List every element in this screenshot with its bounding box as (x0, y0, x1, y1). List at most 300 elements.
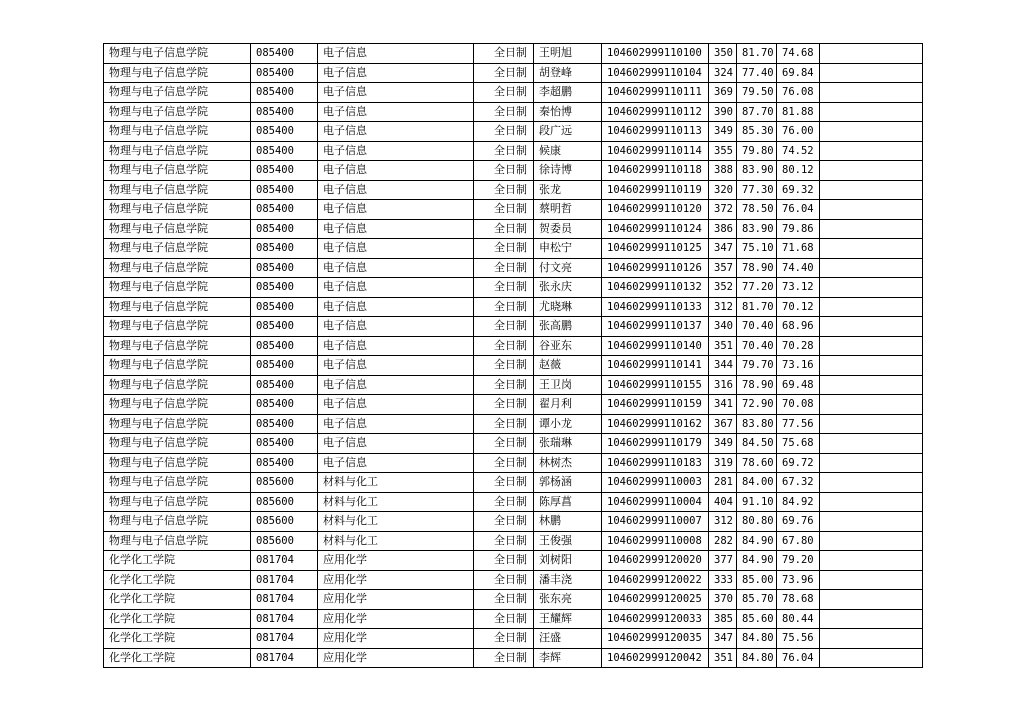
student-name-cell: 王俊强 (534, 531, 602, 551)
major-name-cell: 电子信息 (318, 239, 474, 259)
total-score-cell: 80.44 (777, 609, 820, 629)
remarks-cell (820, 336, 923, 356)
student-name-cell: 张龙 (534, 180, 602, 200)
remarks-cell (820, 395, 923, 415)
remarks-cell (820, 492, 923, 512)
retest-score-cell: 84.80 (737, 629, 777, 649)
table-row (104, 570, 923, 590)
student-name-cell: 郭杨涵 (534, 473, 602, 493)
major-code-cell: 085600 (251, 512, 318, 532)
retest-score-cell: 77.30 (737, 180, 777, 200)
exam-id-cell: 104602999110111 (602, 83, 709, 103)
student-name-cell: 林鹏 (534, 512, 602, 532)
student-name-cell: 林树杰 (534, 453, 602, 473)
study-mode-cell: 全日制 (474, 63, 534, 83)
total-score-cell: 70.12 (777, 297, 820, 317)
retest-score-cell: 78.60 (737, 453, 777, 473)
total-score-cell: 73.16 (777, 356, 820, 376)
major-name-cell: 材料与化工 (318, 492, 474, 512)
total-score-cell: 76.08 (777, 83, 820, 103)
exam-id-cell: 104602999110003 (602, 473, 709, 493)
major-name-cell: 电子信息 (318, 258, 474, 278)
major-code-cell: 081704 (251, 570, 318, 590)
total-score-cell: 73.12 (777, 278, 820, 298)
initial-score-cell: 340 (709, 317, 737, 337)
major-code-cell: 085400 (251, 180, 318, 200)
retest-score-cell: 85.60 (737, 609, 777, 629)
exam-id-cell: 104602999110162 (602, 414, 709, 434)
remarks-cell (820, 551, 923, 571)
initial-score-cell: 369 (709, 83, 737, 103)
initial-score-cell: 355 (709, 141, 737, 161)
initial-score-cell: 390 (709, 102, 737, 122)
major-name-cell: 电子信息 (318, 102, 474, 122)
student-name-cell: 张高鹏 (534, 317, 602, 337)
remarks-cell (820, 473, 923, 493)
initial-score-cell: 370 (709, 590, 737, 610)
table-row (104, 44, 923, 64)
remarks-cell (820, 219, 923, 239)
exam-id-cell: 104602999110119 (602, 180, 709, 200)
study-mode-cell: 全日制 (474, 239, 534, 259)
student-name-cell: 蔡明哲 (534, 200, 602, 220)
study-mode-cell: 全日制 (474, 180, 534, 200)
retest-score-cell: 79.80 (737, 141, 777, 161)
retest-score-cell: 85.30 (737, 122, 777, 142)
initial-score-cell: 312 (709, 512, 737, 532)
study-mode-cell: 全日制 (474, 414, 534, 434)
study-mode-cell: 全日制 (474, 551, 534, 571)
major-name-cell: 电子信息 (318, 83, 474, 103)
study-mode-cell: 全日制 (474, 317, 534, 337)
major-name-cell: 电子信息 (318, 63, 474, 83)
retest-score-cell: 75.10 (737, 239, 777, 259)
retest-score-cell: 84.80 (737, 648, 777, 668)
retest-score-cell: 84.50 (737, 434, 777, 454)
retest-score-cell: 78.50 (737, 200, 777, 220)
major-code-cell: 085400 (251, 44, 318, 64)
table-row (104, 200, 923, 220)
retest-score-cell: 81.70 (737, 297, 777, 317)
initial-score-cell: 282 (709, 531, 737, 551)
remarks-cell (820, 161, 923, 181)
exam-id-cell: 104602999110155 (602, 375, 709, 395)
student-name-cell: 王耀辉 (534, 609, 602, 629)
student-name-cell: 翟月利 (534, 395, 602, 415)
remarks-cell (820, 102, 923, 122)
college-cell: 物理与电子信息学院 (104, 219, 251, 239)
table-row (104, 434, 923, 454)
initial-score-cell: 344 (709, 356, 737, 376)
retest-score-cell: 79.50 (737, 83, 777, 103)
exam-id-cell: 104602999120035 (602, 629, 709, 649)
study-mode-cell: 全日制 (474, 453, 534, 473)
college-cell: 物理与电子信息学院 (104, 83, 251, 103)
college-cell: 物理与电子信息学院 (104, 336, 251, 356)
remarks-cell (820, 570, 923, 590)
student-name-cell: 谭小龙 (534, 414, 602, 434)
major-code-cell: 081704 (251, 609, 318, 629)
initial-score-cell: 320 (709, 180, 737, 200)
exam-id-cell: 104602999110132 (602, 278, 709, 298)
major-code-cell: 085400 (251, 219, 318, 239)
major-name-cell: 电子信息 (318, 122, 474, 142)
major-name-cell: 电子信息 (318, 219, 474, 239)
initial-score-cell: 372 (709, 200, 737, 220)
table-row (104, 492, 923, 512)
college-cell: 物理与电子信息学院 (104, 492, 251, 512)
college-cell: 物理与电子信息学院 (104, 356, 251, 376)
major-code-cell: 085400 (251, 336, 318, 356)
total-score-cell: 71.68 (777, 239, 820, 259)
total-score-cell: 67.80 (777, 531, 820, 551)
exam-id-cell: 104602999110112 (602, 102, 709, 122)
remarks-cell (820, 258, 923, 278)
exam-id-cell: 104602999110124 (602, 219, 709, 239)
student-name-cell: 胡登峰 (534, 63, 602, 83)
college-cell: 物理与电子信息学院 (104, 473, 251, 493)
total-score-cell: 76.04 (777, 648, 820, 668)
student-name-cell: 张东亮 (534, 590, 602, 610)
major-name-cell: 材料与化工 (318, 512, 474, 532)
total-score-cell: 76.00 (777, 122, 820, 142)
retest-score-cell: 83.90 (737, 161, 777, 181)
table-row (104, 473, 923, 493)
college-cell: 物理与电子信息学院 (104, 531, 251, 551)
study-mode-cell: 全日制 (474, 161, 534, 181)
major-code-cell: 085400 (251, 122, 318, 142)
major-code-cell: 085400 (251, 414, 318, 434)
initial-score-cell: 316 (709, 375, 737, 395)
table-row (104, 336, 923, 356)
table-row (104, 63, 923, 83)
initial-score-cell: 341 (709, 395, 737, 415)
study-mode-cell: 全日制 (474, 122, 534, 142)
study-mode-cell: 全日制 (474, 570, 534, 590)
major-name-cell: 应用化学 (318, 648, 474, 668)
major-name-cell: 电子信息 (318, 336, 474, 356)
total-score-cell: 84.92 (777, 492, 820, 512)
table-row (104, 590, 923, 610)
table-row (104, 219, 923, 239)
study-mode-cell: 全日制 (474, 609, 534, 629)
college-cell: 化学化工学院 (104, 648, 251, 668)
total-score-cell: 79.20 (777, 551, 820, 571)
exam-id-cell: 104602999110118 (602, 161, 709, 181)
remarks-cell (820, 414, 923, 434)
major-name-cell: 电子信息 (318, 180, 474, 200)
retest-score-cell: 70.40 (737, 336, 777, 356)
major-code-cell: 085400 (251, 297, 318, 317)
major-code-cell: 085400 (251, 83, 318, 103)
major-name-cell: 应用化学 (318, 629, 474, 649)
college-cell: 物理与电子信息学院 (104, 239, 251, 259)
major-code-cell: 081704 (251, 648, 318, 668)
college-cell: 化学化工学院 (104, 551, 251, 571)
major-code-cell: 085400 (251, 317, 318, 337)
major-code-cell: 085400 (251, 395, 318, 415)
total-score-cell: 69.76 (777, 512, 820, 532)
total-score-cell: 77.56 (777, 414, 820, 434)
remarks-cell (820, 356, 923, 376)
remarks-cell (820, 83, 923, 103)
table-row (104, 161, 923, 181)
exam-id-cell: 104602999120022 (602, 570, 709, 590)
retest-score-cell: 84.90 (737, 551, 777, 571)
study-mode-cell: 全日制 (474, 336, 534, 356)
exam-id-cell: 104602999110008 (602, 531, 709, 551)
exam-id-cell: 104602999110126 (602, 258, 709, 278)
major-name-cell: 电子信息 (318, 44, 474, 64)
study-mode-cell: 全日制 (474, 278, 534, 298)
exam-id-cell: 104602999110133 (602, 297, 709, 317)
remarks-cell (820, 375, 923, 395)
study-mode-cell: 全日制 (474, 512, 534, 532)
exam-id-cell: 104602999110159 (602, 395, 709, 415)
college-cell: 物理与电子信息学院 (104, 278, 251, 298)
major-name-cell: 电子信息 (318, 356, 474, 376)
college-cell: 物理与电子信息学院 (104, 258, 251, 278)
initial-score-cell: 324 (709, 63, 737, 83)
study-mode-cell: 全日制 (474, 473, 534, 493)
college-cell: 化学化工学院 (104, 629, 251, 649)
study-mode-cell: 全日制 (474, 258, 534, 278)
college-cell: 物理与电子信息学院 (104, 395, 251, 415)
exam-id-cell: 104602999110004 (602, 492, 709, 512)
major-name-cell: 电子信息 (318, 395, 474, 415)
major-name-cell: 材料与化工 (318, 531, 474, 551)
major-name-cell: 电子信息 (318, 317, 474, 337)
table-row (104, 356, 923, 376)
remarks-cell (820, 317, 923, 337)
major-name-cell: 应用化学 (318, 551, 474, 571)
table-row (104, 278, 923, 298)
major-name-cell: 材料与化工 (318, 473, 474, 493)
table-row (104, 122, 923, 142)
retest-score-cell: 91.10 (737, 492, 777, 512)
remarks-cell (820, 512, 923, 532)
major-code-cell: 085400 (251, 239, 318, 259)
major-code-cell: 085600 (251, 492, 318, 512)
college-cell: 化学化工学院 (104, 570, 251, 590)
retest-score-cell: 77.40 (737, 63, 777, 83)
remarks-cell (820, 278, 923, 298)
retest-score-cell: 77.20 (737, 278, 777, 298)
remarks-cell (820, 629, 923, 649)
study-mode-cell: 全日制 (474, 492, 534, 512)
major-code-cell: 085400 (251, 356, 318, 376)
exam-id-cell: 104602999110114 (602, 141, 709, 161)
college-cell: 物理与电子信息学院 (104, 161, 251, 181)
table-body (104, 44, 923, 668)
major-name-cell: 电子信息 (318, 414, 474, 434)
college-cell: 物理与电子信息学院 (104, 102, 251, 122)
study-mode-cell: 全日制 (474, 648, 534, 668)
initial-score-cell: 377 (709, 551, 737, 571)
study-mode-cell: 全日制 (474, 531, 534, 551)
initial-score-cell: 385 (709, 609, 737, 629)
table-row (104, 141, 923, 161)
student-name-cell: 王卫岗 (534, 375, 602, 395)
initial-score-cell: 347 (709, 239, 737, 259)
student-name-cell: 李超鹏 (534, 83, 602, 103)
study-mode-cell: 全日制 (474, 200, 534, 220)
major-code-cell: 085400 (251, 434, 318, 454)
initial-score-cell: 349 (709, 122, 737, 142)
retest-score-cell: 72.90 (737, 395, 777, 415)
student-name-cell: 申松宁 (534, 239, 602, 259)
remarks-cell (820, 180, 923, 200)
total-score-cell: 80.12 (777, 161, 820, 181)
major-name-cell: 电子信息 (318, 278, 474, 298)
college-cell: 物理与电子信息学院 (104, 122, 251, 142)
initial-score-cell: 312 (709, 297, 737, 317)
initial-score-cell: 281 (709, 473, 737, 493)
student-name-cell: 王明旭 (534, 44, 602, 64)
table-row (104, 531, 923, 551)
student-name-cell: 陈厚菖 (534, 492, 602, 512)
initial-score-cell: 367 (709, 414, 737, 434)
major-code-cell: 085400 (251, 141, 318, 161)
total-score-cell: 68.96 (777, 317, 820, 337)
table-row (104, 414, 923, 434)
table-row (104, 453, 923, 473)
table-row (104, 395, 923, 415)
initial-score-cell: 349 (709, 434, 737, 454)
student-name-cell: 赵薇 (534, 356, 602, 376)
retest-score-cell: 79.70 (737, 356, 777, 376)
initial-score-cell: 350 (709, 44, 737, 64)
major-code-cell: 085400 (251, 258, 318, 278)
remarks-cell (820, 590, 923, 610)
student-name-cell: 付文亮 (534, 258, 602, 278)
major-code-cell: 085400 (251, 161, 318, 181)
college-cell: 物理与电子信息学院 (104, 297, 251, 317)
college-cell: 物理与电子信息学院 (104, 317, 251, 337)
initial-score-cell: 357 (709, 258, 737, 278)
major-name-cell: 电子信息 (318, 200, 474, 220)
retest-score-cell: 70.40 (737, 317, 777, 337)
student-name-cell: 贺委员 (534, 219, 602, 239)
exam-id-cell: 104602999110179 (602, 434, 709, 454)
remarks-cell (820, 122, 923, 142)
student-name-cell: 秦怡博 (534, 102, 602, 122)
total-score-cell: 69.84 (777, 63, 820, 83)
total-score-cell: 78.68 (777, 590, 820, 610)
initial-score-cell: 388 (709, 161, 737, 181)
study-mode-cell: 全日制 (474, 219, 534, 239)
major-code-cell: 085600 (251, 531, 318, 551)
total-score-cell: 75.56 (777, 629, 820, 649)
admission-table (103, 43, 923, 668)
remarks-cell (820, 44, 923, 64)
table-row (104, 629, 923, 649)
retest-score-cell: 84.00 (737, 473, 777, 493)
total-score-cell: 76.04 (777, 200, 820, 220)
major-name-cell: 应用化学 (318, 590, 474, 610)
exam-id-cell: 104602999110137 (602, 317, 709, 337)
college-cell: 物理与电子信息学院 (104, 414, 251, 434)
major-code-cell: 085400 (251, 200, 318, 220)
study-mode-cell: 全日制 (474, 434, 534, 454)
remarks-cell (820, 434, 923, 454)
student-name-cell: 候康 (534, 141, 602, 161)
table-row (104, 609, 923, 629)
total-score-cell: 70.08 (777, 395, 820, 415)
major-name-cell: 电子信息 (318, 297, 474, 317)
major-name-cell: 应用化学 (318, 609, 474, 629)
total-score-cell: 69.72 (777, 453, 820, 473)
major-code-cell: 085400 (251, 63, 318, 83)
college-cell: 化学化工学院 (104, 609, 251, 629)
remarks-cell (820, 63, 923, 83)
student-name-cell: 张瑞琳 (534, 434, 602, 454)
total-score-cell: 74.40 (777, 258, 820, 278)
study-mode-cell: 全日制 (474, 356, 534, 376)
total-score-cell: 70.28 (777, 336, 820, 356)
college-cell: 物理与电子信息学院 (104, 63, 251, 83)
table-row (104, 317, 923, 337)
initial-score-cell: 319 (709, 453, 737, 473)
table-row (104, 258, 923, 278)
exam-id-cell: 104602999110125 (602, 239, 709, 259)
exam-id-cell: 104602999120025 (602, 590, 709, 610)
table-row (104, 102, 923, 122)
remarks-cell (820, 453, 923, 473)
table-row (104, 83, 923, 103)
major-code-cell: 081704 (251, 629, 318, 649)
total-score-cell: 74.52 (777, 141, 820, 161)
retest-score-cell: 80.80 (737, 512, 777, 532)
retest-score-cell: 84.90 (737, 531, 777, 551)
exam-id-cell: 104602999110183 (602, 453, 709, 473)
study-mode-cell: 全日制 (474, 629, 534, 649)
retest-score-cell: 78.90 (737, 375, 777, 395)
college-cell: 物理与电子信息学院 (104, 375, 251, 395)
college-cell: 物理与电子信息学院 (104, 180, 251, 200)
initial-score-cell: 351 (709, 336, 737, 356)
retest-score-cell: 85.70 (737, 590, 777, 610)
study-mode-cell: 全日制 (474, 141, 534, 161)
remarks-cell (820, 239, 923, 259)
college-cell: 物理与电子信息学院 (104, 453, 251, 473)
table-row (104, 512, 923, 532)
study-mode-cell: 全日制 (474, 44, 534, 64)
major-name-cell: 电子信息 (318, 375, 474, 395)
total-score-cell: 67.32 (777, 473, 820, 493)
study-mode-cell: 全日制 (474, 83, 534, 103)
major-code-cell: 081704 (251, 551, 318, 571)
major-name-cell: 电子信息 (318, 141, 474, 161)
student-name-cell: 汪盛 (534, 629, 602, 649)
exam-id-cell: 104602999120033 (602, 609, 709, 629)
table-row (104, 551, 923, 571)
initial-score-cell: 352 (709, 278, 737, 298)
initial-score-cell: 333 (709, 570, 737, 590)
initial-score-cell: 347 (709, 629, 737, 649)
major-code-cell: 085400 (251, 278, 318, 298)
total-score-cell: 79.86 (777, 219, 820, 239)
study-mode-cell: 全日制 (474, 297, 534, 317)
exam-id-cell: 104602999120020 (602, 551, 709, 571)
initial-score-cell: 351 (709, 648, 737, 668)
total-score-cell: 74.68 (777, 44, 820, 64)
retest-score-cell: 87.70 (737, 102, 777, 122)
college-cell: 物理与电子信息学院 (104, 200, 251, 220)
exam-id-cell: 104602999110113 (602, 122, 709, 142)
student-name-cell: 尤晓琳 (534, 297, 602, 317)
study-mode-cell: 全日制 (474, 375, 534, 395)
